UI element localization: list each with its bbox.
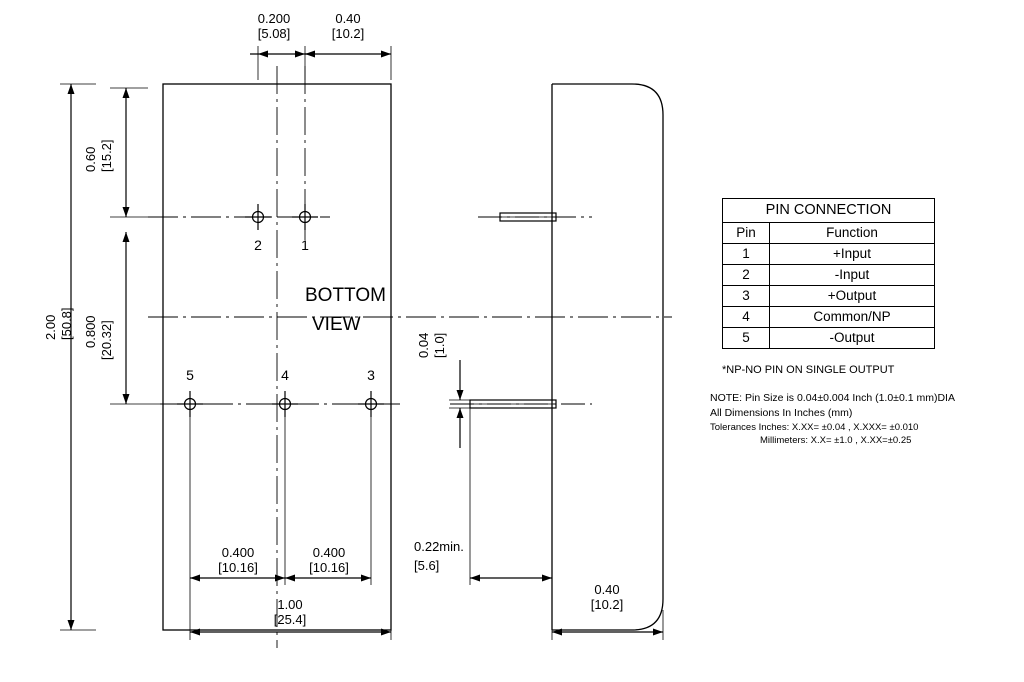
dim-top-pitch-mm: [5.08] [257,26,291,41]
dim-thickness-mm: [1.0] [432,332,447,358]
view-label-line1: BOTTOM [305,285,386,306]
table-row [723,307,935,328]
dim-0800-mm: [20.32] [99,320,114,360]
cell-function: +Input [770,244,935,265]
dim-min-inch: 0.22min. [414,539,464,554]
pin-connection-table [722,198,935,349]
dim-bottom-right-mm: [10.16] [309,560,349,575]
dim-side-width-inch: 0.40 [594,582,620,597]
dim-060-mm: [15.2] [99,139,114,172]
cell-pin: 3 [723,286,770,307]
dim-thickness-inch: 0.04 [416,332,431,358]
dim-bottom-left-inch: 0.400 [221,545,255,560]
view-label-line2: VIEW [312,314,361,335]
dim-top-edge-inch: 0.40 [335,11,361,26]
dim-bottom-left-mm: [10.16] [218,560,258,575]
dim-min-mm: [5.6] [414,558,440,573]
pin-number-4: 4 [281,367,289,383]
cell-function: +Output [770,286,935,307]
cell-pin: 4 [723,307,770,328]
dim-top-pitch-inch: 0.200 [257,11,291,26]
dim-top-edge-mm: [10.2] [331,26,365,41]
table-row [723,244,935,265]
pin-number-3: 3 [367,367,375,383]
note-line-1: NOTE: Pin Size is 0.04±0.004 Inch (1.0±0.1 mm)DIA [710,392,955,404]
header-function: Function [770,223,935,244]
pin-number-1: 1 [301,237,309,253]
header-pin: Pin [723,223,770,244]
table-row [723,286,935,307]
table-header-row [723,223,935,244]
table-row [723,265,935,286]
cell-pin: 2 [723,265,770,286]
note-line-4: Millimeters: X.X= ±1.0 , X.XX=±0.25 [760,435,912,446]
table-title-row [723,199,935,223]
dim-060-inch: 0.60 [83,146,98,172]
pin-number-5: 5 [186,367,194,383]
pin-number-2: 2 [254,237,262,253]
note-line-3: Tolerances Inches: X.XX= ±0.04 , X.XXX= ±0.010 [710,422,919,433]
table-row [723,328,935,349]
cell-pin: 5 [723,328,770,349]
dim-0800-inch: 0.800 [83,315,98,348]
note-line-2: All Dimensions In Inches (mm) [710,407,853,419]
cell-pin: 1 [723,244,770,265]
dim-bottom-right-inch: 0.400 [312,545,346,560]
dim-height-mm: [50.8] [59,307,74,340]
dim-total-width-mm: [25.4] [273,612,307,627]
cell-function: -Output [770,328,935,349]
pin-table-footnote: *NP-NO PIN ON SINGLE OUTPUT [722,364,895,376]
cell-function: -Input [770,265,935,286]
pin-table-title: PIN CONNECTION [723,199,935,223]
dim-side-width-mm: [10.2] [590,597,624,612]
dim-total-width-inch: 1.00 [277,597,303,612]
dim-height-inch: 2.00 [43,314,58,340]
cell-function: Common/NP [770,307,935,328]
